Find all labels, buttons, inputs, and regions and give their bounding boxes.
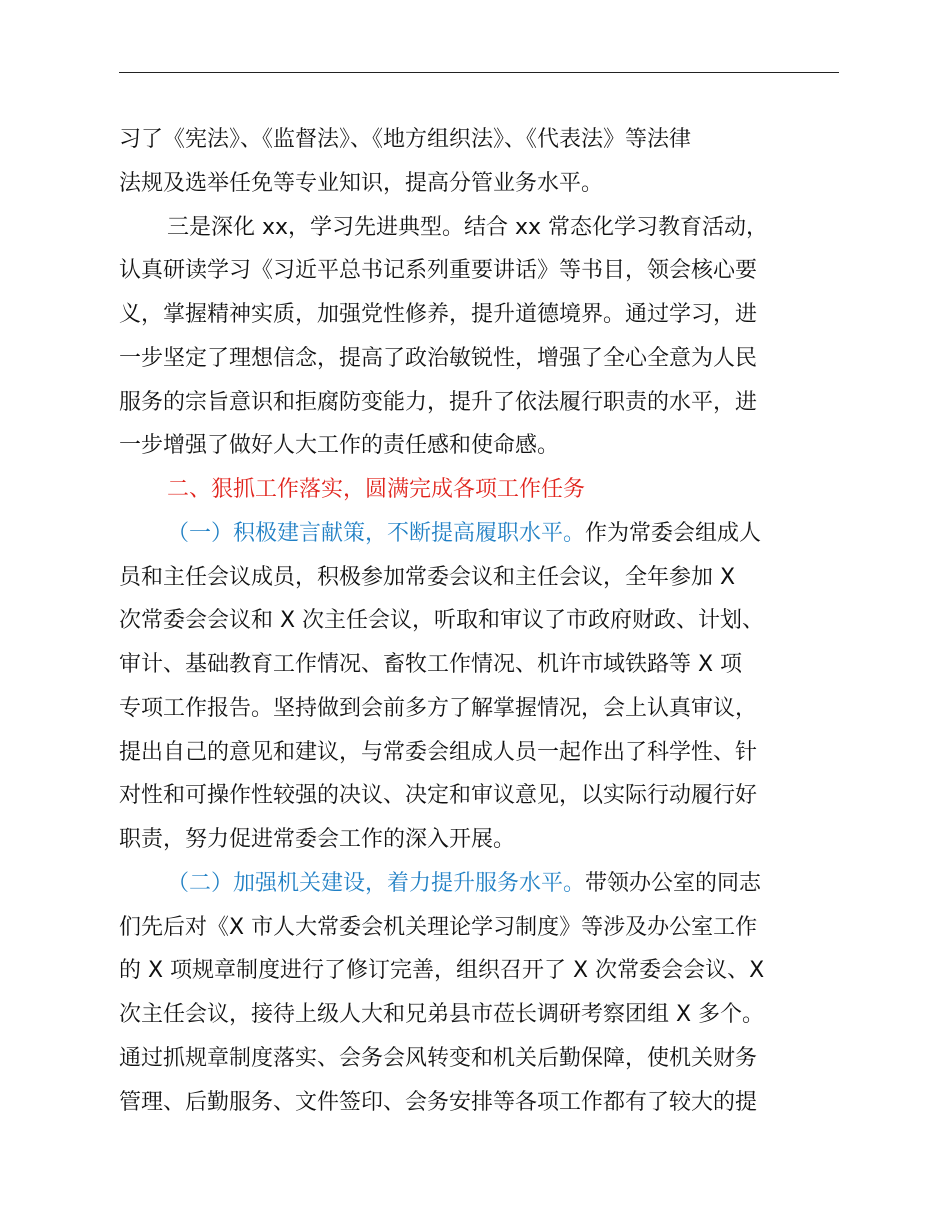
paragraph-line bbox=[119, 818, 854, 862]
line-text: 带领办公室的同志 bbox=[585, 870, 762, 896]
line-text: 提出自己的意见和建议，与常委会组成人员一起作出了科学性、针 bbox=[119, 739, 758, 765]
line-text: 们先后对《X 市人大常委会机关理论学习制度》等涉及办公室工作 bbox=[119, 914, 758, 940]
paragraph-line bbox=[119, 162, 854, 206]
line-text: 对性和可操作性较强的决议、决定和审议意见，以实际行动履行好 bbox=[119, 783, 758, 809]
line-text: 一步增强了做好人大工作的责任感和使命感。 bbox=[119, 433, 560, 459]
paragraph-line bbox=[119, 949, 854, 993]
line-text: 习了《宪法》、《监督法》、《地方组织法》、《代表法》等法律 bbox=[119, 127, 692, 152]
subsection-heading: （二）加强机关建设，着力提升服务水平。 bbox=[167, 870, 586, 896]
paragraph-line bbox=[119, 337, 854, 381]
paragraph-line bbox=[119, 993, 854, 1037]
line-text: 审计、基础教育工作情况、畜牧工作情况、机许市域铁路等 X 项 bbox=[119, 652, 743, 677]
paragraph-line bbox=[119, 643, 854, 687]
paragraph-line bbox=[119, 249, 854, 293]
paragraph-line bbox=[119, 906, 854, 950]
line-text: 通过抓规章制度落实、会务会风转变和机关后勤保障，使机关财务 bbox=[119, 1045, 758, 1071]
paragraph-line bbox=[119, 731, 854, 775]
document-body bbox=[119, 118, 854, 1124]
paragraph-line bbox=[119, 381, 854, 425]
line-text: 次主任会议，接待上级人大和兄弟县市莅长调研考察团组 X 多个。 bbox=[119, 1002, 765, 1027]
paragraph-line bbox=[119, 774, 854, 818]
line-text: 管理、后勤服务、文件签印、会务安排等各项工作都有了较大的提 bbox=[119, 1089, 758, 1115]
subsection-heading: （一）积极建言献策，不断提高履职水平。 bbox=[167, 520, 586, 546]
line-text: 职责，努力促进常委会工作的深入开展。 bbox=[119, 827, 516, 852]
line-text: 义，掌握精神实质，加强党性修养，提升道德境界。通过学习，进 bbox=[119, 302, 758, 327]
section-heading bbox=[119, 468, 854, 512]
line-text: 专项工作报告。坚持做到会前多方了解掌握情况，会上认真审议， bbox=[119, 695, 758, 721]
line-text: 法规及选举任免等专业知识，提高分管业务水平。 bbox=[119, 170, 604, 196]
subsection-paragraph-line bbox=[119, 862, 854, 906]
line-text: 的 X 项规章制度进行了修订完善，组织召开了 X 次常委会会议、X bbox=[119, 958, 765, 984]
line-text: 次常委会会议和 X 次主任会议，听取和审议了市政府财政、计划、 bbox=[119, 608, 765, 634]
paragraph-line bbox=[119, 293, 854, 337]
line-text: 认真研读学习《习近平总书记系列重要讲话》等书目，领会核心要 bbox=[119, 258, 758, 284]
paragraph-line bbox=[119, 1081, 854, 1125]
line-text: 服务的宗旨意识和拒腐防变能力，提升了依法履行职责的水平，进 bbox=[119, 389, 758, 415]
paragraph-line bbox=[119, 424, 854, 468]
line-text: 一步坚定了理想信念，提高了政治敏锐性，增强了全心全意为人民 bbox=[119, 345, 758, 371]
paragraph-line bbox=[119, 206, 854, 250]
line-text: 三是深化 xx，学习先进典型。结合 xx 常态化学习教育活动， bbox=[167, 214, 769, 240]
header-rule bbox=[119, 72, 839, 73]
paragraph-line bbox=[119, 687, 854, 731]
line-text: 二、狠抓工作落实，圆满完成各项工作任务 bbox=[167, 477, 586, 502]
line-text: 员和主任会议成员，积极参加常委会议和主任会议，全年参加 X bbox=[119, 564, 736, 590]
paragraph-line bbox=[119, 118, 854, 162]
paragraph-line bbox=[119, 556, 854, 600]
subsection-paragraph-line bbox=[119, 512, 854, 556]
line-text: 作为常委会组成人 bbox=[585, 520, 762, 546]
paragraph-line bbox=[119, 599, 854, 643]
paragraph-line bbox=[119, 1037, 854, 1081]
